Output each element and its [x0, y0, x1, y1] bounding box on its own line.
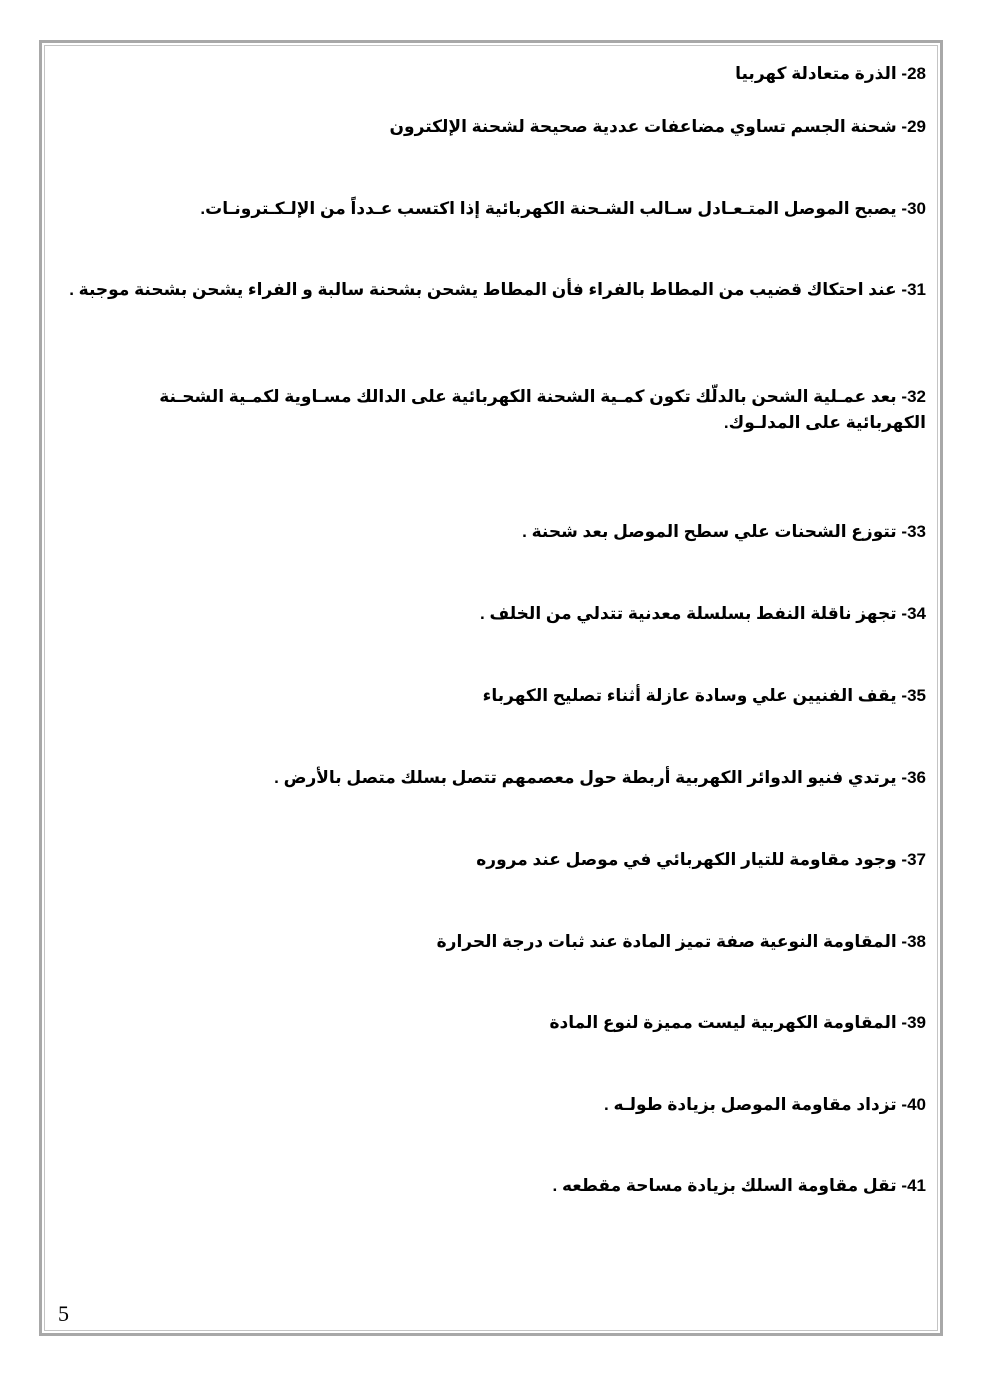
- statement-38: [437, 929, 926, 955]
- statement-separator: -: [901, 768, 908, 787]
- statement-number: 40: [907, 1095, 926, 1114]
- statement-separator: -: [901, 199, 908, 218]
- statement-31: [69, 277, 926, 303]
- statement-text: المقاومة الكهربية ليست مميزة لنوع المادة: [549, 1013, 897, 1032]
- statement-text: يرتدي فنيو الدوائر الكهربية أربطة حول معصمهم تتصل بسلك متصل بالأرض .: [274, 768, 897, 787]
- statement-number: 36: [907, 768, 926, 787]
- statement-41: [553, 1173, 927, 1199]
- statement-36: [274, 765, 926, 791]
- statement-text: شحنة الجسم تساوي مضاعفات عددية صحيحة لشحنة الإلكترون: [389, 117, 897, 136]
- statement-40: [604, 1092, 926, 1118]
- statement-35: [483, 683, 926, 709]
- page-number: 5: [58, 1301, 69, 1326]
- statement-number: 35: [907, 686, 926, 705]
- statement-number: 31: [907, 280, 926, 299]
- statement-text: المقاومة النوعية صفة تميز المادة عند ثبات درجة الحرارة: [436, 932, 897, 951]
- statement-text: يقف الفنيين علي وسادة عازلة أثناء تصليح الكهرباء: [482, 686, 897, 705]
- statement-text: تجهز ناقلة النفط بسلسلة معدنية تتدلي من الخلف .: [480, 604, 897, 623]
- statement-39: [549, 1010, 926, 1036]
- statement-text: بعد عمـلية الشحن بالدلّك تكون كمـية الشحنة الكهربائية على الدالك مسـاوية لكمـية الشحـنة الكهربائية على المدلـوك.: [159, 387, 926, 432]
- statement-number: 34: [907, 604, 926, 623]
- statement-30: [200, 196, 926, 222]
- statement-number: 32: [907, 387, 926, 406]
- statement-separator: -: [901, 1176, 908, 1195]
- statement-number: 37: [907, 850, 926, 869]
- statement-number: 38: [907, 932, 926, 951]
- statement-number: 29: [907, 117, 926, 136]
- statement-text: يصبح الموصل المتـعـادل سـالب الشـحنة الكهربائية إذا اكتسب عـدداً من الإلـكـترونـات.: [200, 199, 897, 218]
- statement-33: [522, 519, 926, 545]
- statement-separator: -: [901, 117, 908, 136]
- statement-number: 33: [907, 522, 926, 541]
- statement-34: [480, 601, 926, 627]
- statement-separator: -: [901, 1095, 908, 1114]
- statement-separator: -: [901, 387, 908, 406]
- statement-29: [390, 114, 926, 140]
- statement-separator: -: [901, 1013, 908, 1032]
- statement-text: عند احتكاك قضيب من المطاط بالفراء فأن المطاط يشحن بشحنة سالبة و الفراء يشحن بشحنة موجبة .: [69, 280, 897, 299]
- statement-text: الذرة متعادلة كهربيا: [735, 64, 897, 83]
- statement-number: 41: [907, 1176, 926, 1195]
- statement-28: [735, 61, 926, 87]
- statement-separator: -: [901, 932, 908, 951]
- statement-number: 28: [907, 64, 926, 83]
- statement-separator: -: [901, 280, 908, 299]
- statement-separator: -: [901, 64, 908, 83]
- statement-text: تتوزع الشحنات علي سطح الموصل بعد شحنة .: [522, 522, 897, 541]
- statement-text: تقل مقاومة السلك بزيادة مساحة مقطعه .: [552, 1176, 897, 1195]
- statement-32: [81, 384, 926, 436]
- statement-text: تزداد مقاومة الموصل بزيادة طولـه .: [604, 1095, 897, 1114]
- statement-separator: -: [901, 604, 908, 623]
- statement-text: وجود مقاومة للتيار الكهربائي في موصل عند مروره: [476, 850, 897, 869]
- statement-separator: -: [901, 850, 908, 869]
- statement-number: 39: [907, 1013, 926, 1032]
- statement-37: [476, 847, 926, 873]
- statement-number: 30: [907, 199, 926, 218]
- statement-separator: -: [901, 686, 908, 705]
- statement-separator: -: [901, 522, 908, 541]
